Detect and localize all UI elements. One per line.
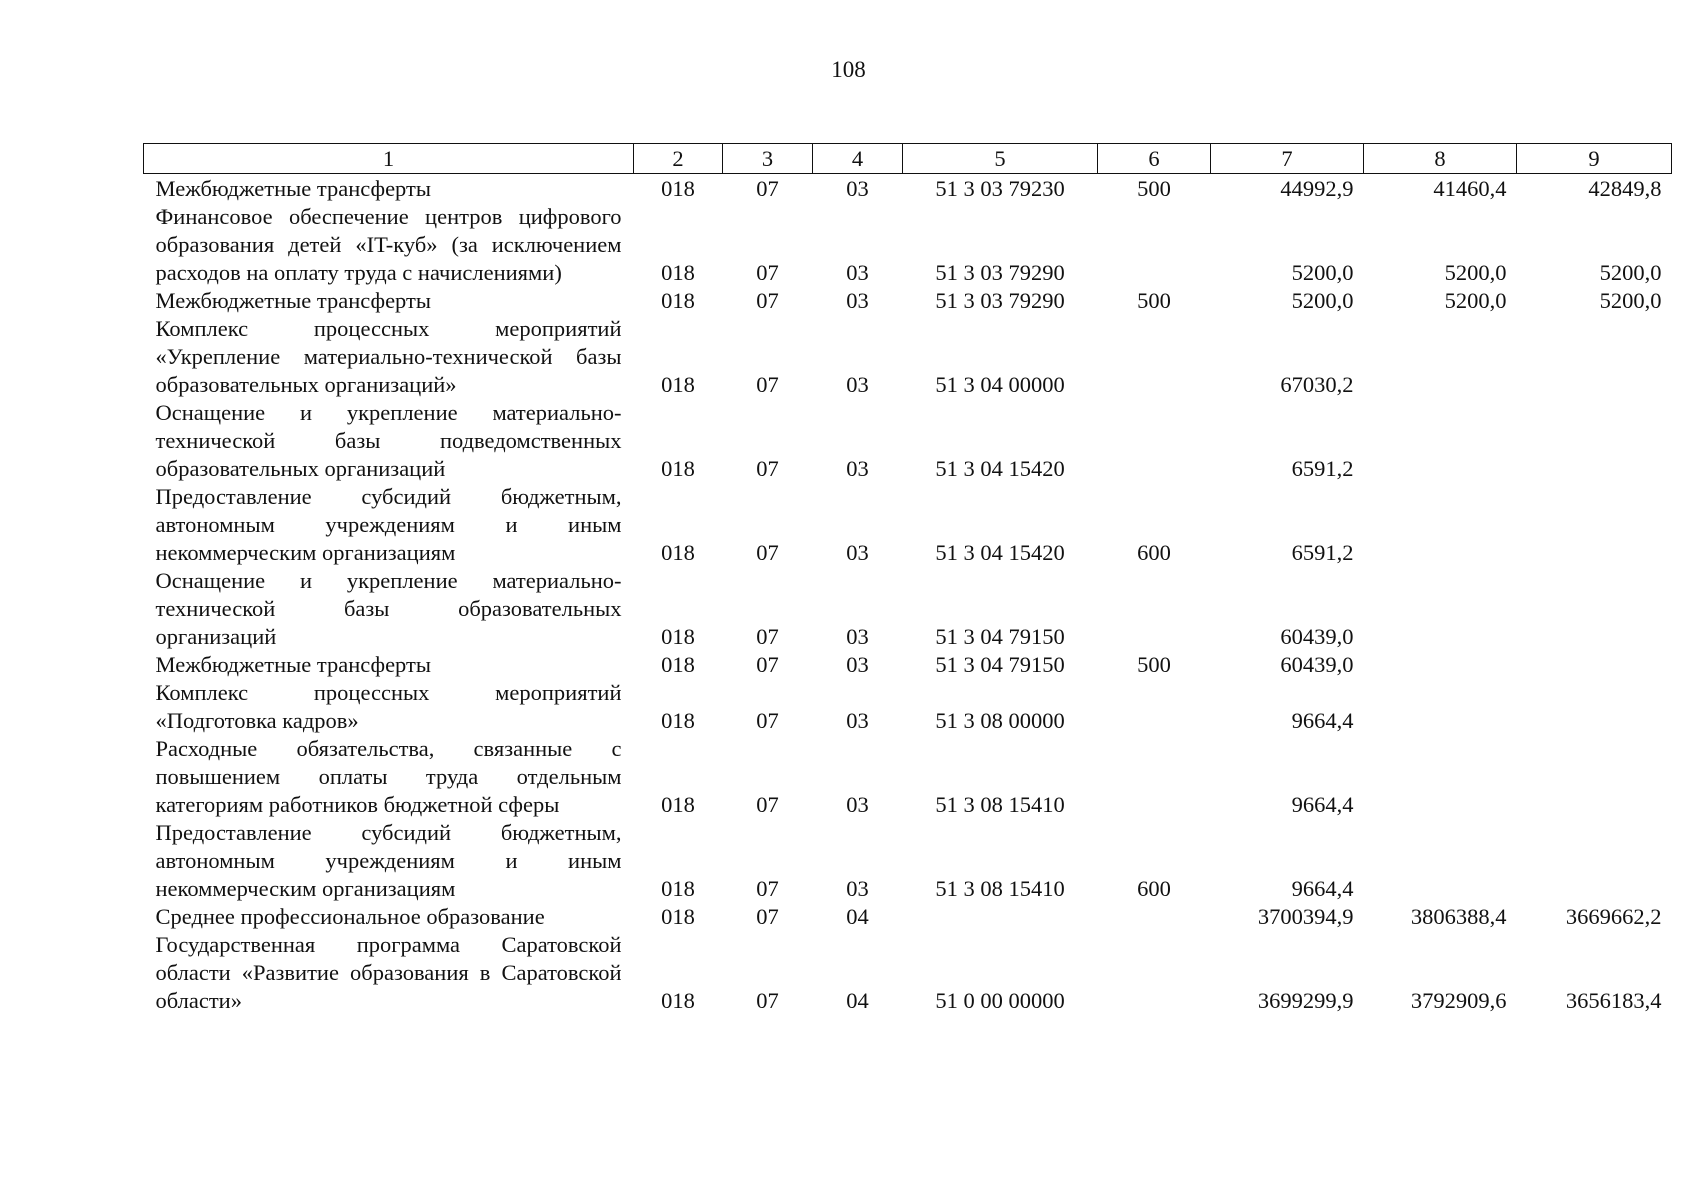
column-header: 1 [144, 144, 634, 174]
row-name: Расходные обязательства, связанные с повышением оплаты труда отдельным категориям работников бюджетной сферы [155, 736, 622, 817]
cell-amount-1: 9664,4 [1291, 708, 1354, 733]
cell-expense-type [1098, 567, 1211, 651]
table-row [144, 679, 1672, 735]
cell-amount-3 [1517, 399, 1672, 483]
cell-amount-1: 60439,0 [1280, 652, 1354, 677]
column-header: 7 [1211, 144, 1364, 174]
cell-amount-3 [1517, 567, 1672, 651]
cell-amount-2 [1364, 819, 1517, 903]
row-name: Межбюджетные трансферты [155, 652, 431, 677]
cell-amount-1: 6591,2 [1291, 540, 1354, 565]
column-header: 3 [723, 144, 813, 174]
cell-ministry-code: 018 [661, 260, 695, 285]
row-name: Межбюджетные трансферты [155, 288, 431, 313]
cell-target-article: 51 3 08 15410 [935, 792, 1065, 817]
cell-expense-type: 500 [1137, 176, 1171, 201]
cell-section: 07 [756, 708, 779, 733]
budget-table [143, 143, 1672, 1015]
cell-expense-type [1098, 399, 1211, 483]
cell-ministry-code: 018 [661, 904, 695, 929]
table-row [144, 903, 1672, 931]
cell-amount-3 [1517, 735, 1672, 819]
cell-ministry-code: 018 [661, 652, 695, 677]
cell-amount-3: 5200,0 [1599, 260, 1662, 285]
cell-amount-2: 5200,0 [1444, 288, 1507, 313]
column-header: 4 [813, 144, 903, 174]
cell-target-article: 51 3 03 79290 [935, 288, 1065, 313]
cell-amount-3 [1517, 315, 1672, 399]
cell-ministry-code: 018 [661, 988, 695, 1013]
cell-section: 07 [756, 988, 779, 1013]
cell-amount-2: 3792909,6 [1410, 988, 1507, 1013]
cell-ministry-code: 018 [661, 624, 695, 649]
header-row [144, 144, 1672, 174]
cell-amount-1: 5200,0 [1291, 260, 1354, 285]
row-name: Комплекс процессных мероприятий «Укрепление материально-технической базы образовательных организаций» [155, 316, 622, 397]
cell-amount-3 [1517, 819, 1672, 903]
cell-target-article: 51 3 04 79150 [935, 652, 1065, 677]
column-header: 5 [903, 144, 1098, 174]
cell-section: 07 [756, 876, 779, 901]
cell-target-article: 51 3 04 15420 [935, 456, 1065, 481]
cell-amount-2 [1364, 679, 1517, 735]
table-row [144, 651, 1672, 679]
cell-section: 07 [756, 792, 779, 817]
row-name: Комплекс процессных мероприятий «Подготовка кадров» [155, 680, 622, 733]
cell-amount-1: 60439,0 [1280, 624, 1354, 649]
table-row [144, 315, 1672, 399]
cell-expense-type [1098, 315, 1211, 399]
cell-target-article: 51 3 08 00000 [935, 708, 1065, 733]
cell-amount-3: 3669662,2 [1565, 904, 1662, 929]
cell-subsection: 03 [846, 708, 869, 733]
cell-section: 07 [756, 456, 779, 481]
cell-section: 07 [756, 372, 779, 397]
cell-amount-1: 5200,0 [1291, 288, 1354, 313]
cell-amount-1: 3700394,9 [1257, 904, 1354, 929]
cell-expense-type: 500 [1137, 288, 1171, 313]
cell-amount-2 [1364, 735, 1517, 819]
cell-subsection: 04 [846, 904, 869, 929]
table-row [144, 819, 1672, 903]
cell-amount-2 [1364, 483, 1517, 567]
cell-subsection: 03 [846, 456, 869, 481]
table-row [144, 399, 1672, 483]
table-row [144, 931, 1672, 1015]
row-name: Финансовое обеспечение центров цифрового образования детей «IT-куб» (за исключением расходов на оплату труда с начислениями) [155, 204, 622, 285]
cell-expense-type [1098, 931, 1211, 1015]
cell-expense-type: 600 [1137, 876, 1171, 901]
cell-ministry-code: 018 [661, 288, 695, 313]
cell-section: 07 [756, 260, 779, 285]
cell-subsection: 03 [846, 540, 869, 565]
row-name: Государственная программа Саратовской области «Развитие образования в Саратовской области» [155, 932, 622, 1013]
cell-section: 07 [756, 540, 779, 565]
table-row [144, 567, 1672, 651]
cell-amount-2 [1364, 315, 1517, 399]
cell-subsection: 03 [846, 624, 869, 649]
row-name: Предоставление субсидий бюджетным, автономным учреждениям и иным некоммерческим организациям [155, 820, 622, 901]
cell-amount-1: 3699299,9 [1257, 988, 1354, 1013]
cell-amount-3: 42849,8 [1588, 176, 1662, 201]
cell-amount-3: 3656183,4 [1565, 988, 1662, 1013]
column-header: 2 [634, 144, 723, 174]
cell-ministry-code: 018 [661, 176, 695, 201]
cell-target-article: 51 3 04 79150 [935, 624, 1065, 649]
cell-subsection: 04 [846, 988, 869, 1013]
cell-subsection: 03 [846, 372, 869, 397]
cell-target-article: 51 3 04 15420 [935, 540, 1065, 565]
row-name: Среднее профессиональное образование [155, 904, 545, 929]
table-row [144, 174, 1672, 204]
cell-target-article: 51 0 00 00000 [935, 988, 1065, 1013]
cell-subsection: 03 [846, 876, 869, 901]
cell-amount-1: 6591,2 [1291, 456, 1354, 481]
cell-subsection: 03 [846, 792, 869, 817]
cell-expense-type [1098, 903, 1211, 931]
row-name: Оснащение и укрепление материально-технической базы подведомственных образовательных организаций [155, 400, 622, 481]
table-row [144, 735, 1672, 819]
cell-subsection: 03 [846, 260, 869, 285]
cell-amount-1: 67030,2 [1280, 372, 1354, 397]
cell-section: 07 [756, 176, 779, 201]
cell-section: 07 [756, 904, 779, 929]
cell-expense-type [1098, 735, 1211, 819]
cell-expense-type: 500 [1137, 652, 1171, 677]
cell-amount-1: 9664,4 [1291, 876, 1354, 901]
cell-amount-2: 3806388,4 [1410, 904, 1507, 929]
cell-ministry-code: 018 [661, 372, 695, 397]
cell-expense-type [1098, 679, 1211, 735]
cell-amount-3 [1517, 679, 1672, 735]
cell-amount-2 [1364, 567, 1517, 651]
cell-amount-2: 5200,0 [1444, 260, 1507, 285]
cell-section: 07 [756, 288, 779, 313]
table-row [144, 203, 1672, 287]
cell-ministry-code: 018 [661, 540, 695, 565]
cell-target-article: 51 3 08 15410 [935, 876, 1065, 901]
column-header: 9 [1517, 144, 1672, 174]
row-name: Предоставление субсидий бюджетным, автономным учреждениям и иным некоммерческим организациям [155, 484, 622, 565]
cell-ministry-code: 018 [661, 456, 695, 481]
cell-amount-2: 41460,4 [1433, 176, 1507, 201]
column-header: 8 [1364, 144, 1517, 174]
cell-amount-3: 5200,0 [1599, 288, 1662, 313]
cell-amount-3 [1517, 483, 1672, 567]
cell-ministry-code: 018 [661, 876, 695, 901]
cell-subsection: 03 [846, 652, 869, 677]
cell-target-article: 51 3 03 79290 [935, 260, 1065, 285]
cell-target-article: 51 3 04 00000 [935, 372, 1065, 397]
cell-amount-2 [1364, 651, 1517, 679]
cell-section: 07 [756, 624, 779, 649]
row-name: Оснащение и укрепление материально-технической базы образовательных организаций [155, 568, 622, 649]
cell-amount-1: 44992,9 [1280, 176, 1354, 201]
cell-amount-1: 9664,4 [1291, 792, 1354, 817]
cell-expense-type: 600 [1137, 540, 1171, 565]
cell-amount-2 [1364, 399, 1517, 483]
cell-subsection: 03 [846, 288, 869, 313]
table-row [144, 287, 1672, 315]
cell-section: 07 [756, 652, 779, 677]
cell-ministry-code: 018 [661, 792, 695, 817]
column-header: 6 [1098, 144, 1211, 174]
cell-ministry-code: 018 [661, 708, 695, 733]
page-number: 108 [831, 57, 866, 82]
table-row [144, 483, 1672, 567]
cell-subsection: 03 [846, 176, 869, 201]
cell-amount-3 [1517, 651, 1672, 679]
row-name: Межбюджетные трансферты [155, 176, 431, 201]
cell-expense-type [1098, 203, 1211, 287]
cell-target-article: 51 3 03 79230 [935, 176, 1065, 201]
cell-target-article [903, 903, 1098, 931]
